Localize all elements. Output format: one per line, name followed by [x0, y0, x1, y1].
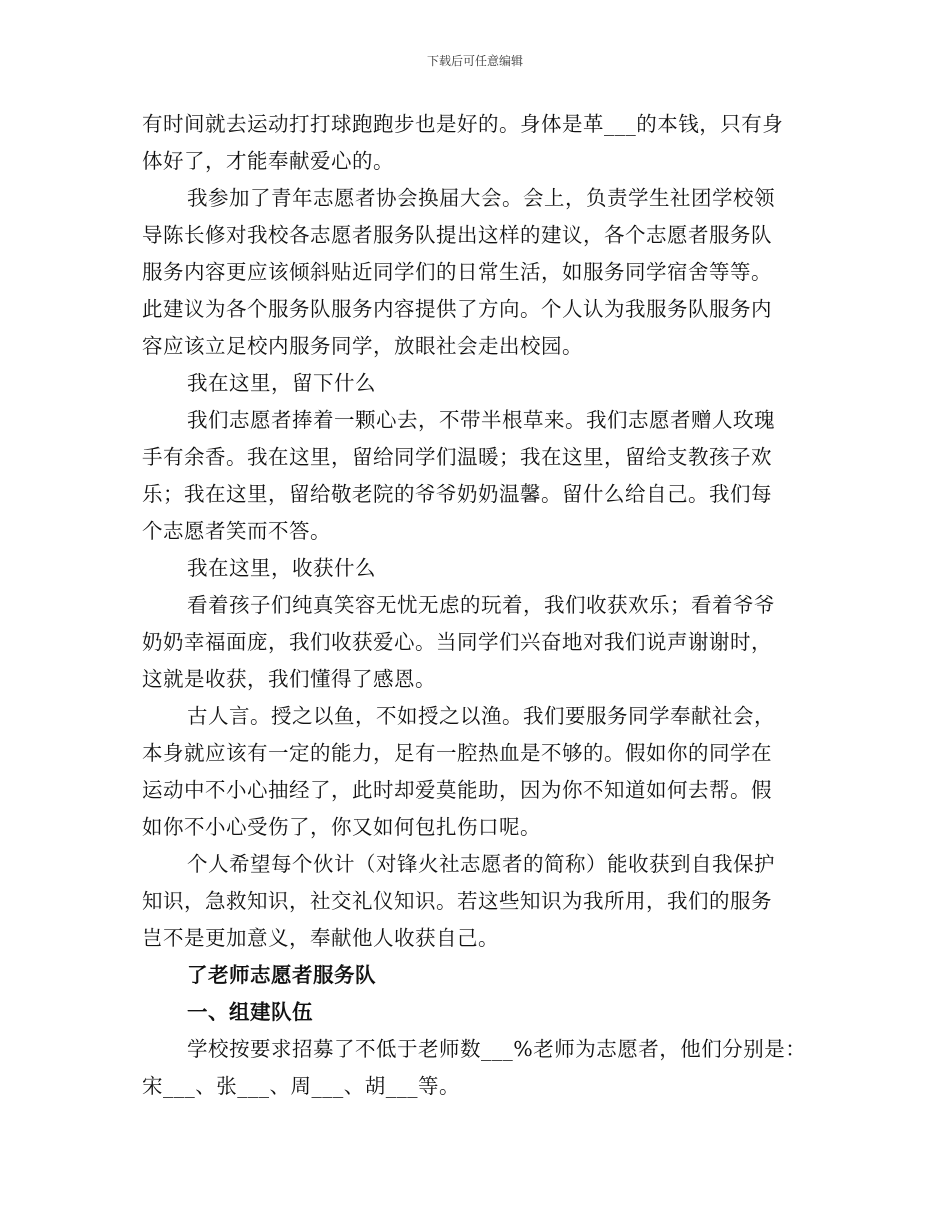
bold-heading: 了老师志愿者服务队	[187, 963, 376, 987]
text-line: 我们志愿者捧着一颗心去，不带半根草来。我们志愿者赠人玫瑰	[187, 408, 775, 432]
text-line: 手有余香。我在这里，留给同学们温暖；我在这里，留给支教孩子欢	[142, 445, 772, 469]
text-line: 导陈长修对我校各志愿者服务队提出这样的建议，各个志愿者服务队	[142, 223, 772, 247]
text-line: 这就是收获，我们懂得了感恩。	[142, 667, 436, 691]
text-line: 宋___、张___、周___、胡___等。	[142, 1074, 460, 1098]
text-line: 有时间就去运动打打球跑跑步也是好的。身体是革___的本钱，只有身	[142, 112, 784, 136]
page-header: 下载后可任意编辑	[426, 54, 523, 68]
text-line: 运动中不小心抽经了，此时却爱莫能助，因为你不知道如何去帮。假	[142, 778, 772, 802]
text-line: 此建议为各个服务队服务内容提供了方向。个人认为我服务队服务内	[142, 297, 772, 321]
text-line: 古人言。授之以鱼，不如授之以渔。我们要服务同学奉献社会，	[187, 704, 775, 728]
text-line: 我参加了青年志愿者协会换届大会。会上，负责学生社团学校领	[187, 186, 775, 210]
text-line: 体好了，才能奉献爱心的。	[142, 149, 394, 173]
text-line: 乐；我在这里，留给敬老院的爷爷奶奶温馨。留什么给自己。我们每	[142, 482, 772, 506]
text-line: 容应该立足校内服务同学，放眼社会走出校园。	[142, 334, 583, 358]
text-line: 本身就应该有一定的能力，足有一腔热血是不够的。假如你的同学在	[142, 741, 772, 765]
text-line: 看着孩子们纯真笑容无忧无虑的玩着，我们收获欢乐；看着爷爷	[187, 593, 775, 617]
bold-heading: 一、组建队伍	[187, 1000, 313, 1024]
text-line: 个人希望每个伙计（对锋火社志愿者的简称）能收获到自我保护	[187, 852, 775, 876]
text-line: 奶奶幸福面庞，我们收获爱心。当同学们兴奋地对我们说声谢谢时，	[142, 630, 772, 654]
document-body	[142, 106, 822, 1105]
text-line: 学校按要求招募了不低于老师数___%老师为志愿者，他们分别是：	[187, 1037, 807, 1061]
text-line: 如你不小心受伤了，你又如何包扎伤口呢。	[142, 815, 541, 839]
section-heading: 我在这里，收获什么	[187, 556, 376, 580]
section-heading: 我在这里，留下什么	[187, 371, 376, 395]
text-line: 知识，急救知识，社交礼仪知识。若这些知识为我所用，我们的服务	[142, 889, 772, 913]
text-line: 个志愿者笑而不答。	[142, 519, 331, 543]
text-line: 服务内容更应该倾斜贴近同学们的日常生活，如服务同学宿舍等等。	[142, 260, 772, 284]
text-line: 岂不是更加意义，奉献他人收获自己。	[142, 926, 499, 950]
